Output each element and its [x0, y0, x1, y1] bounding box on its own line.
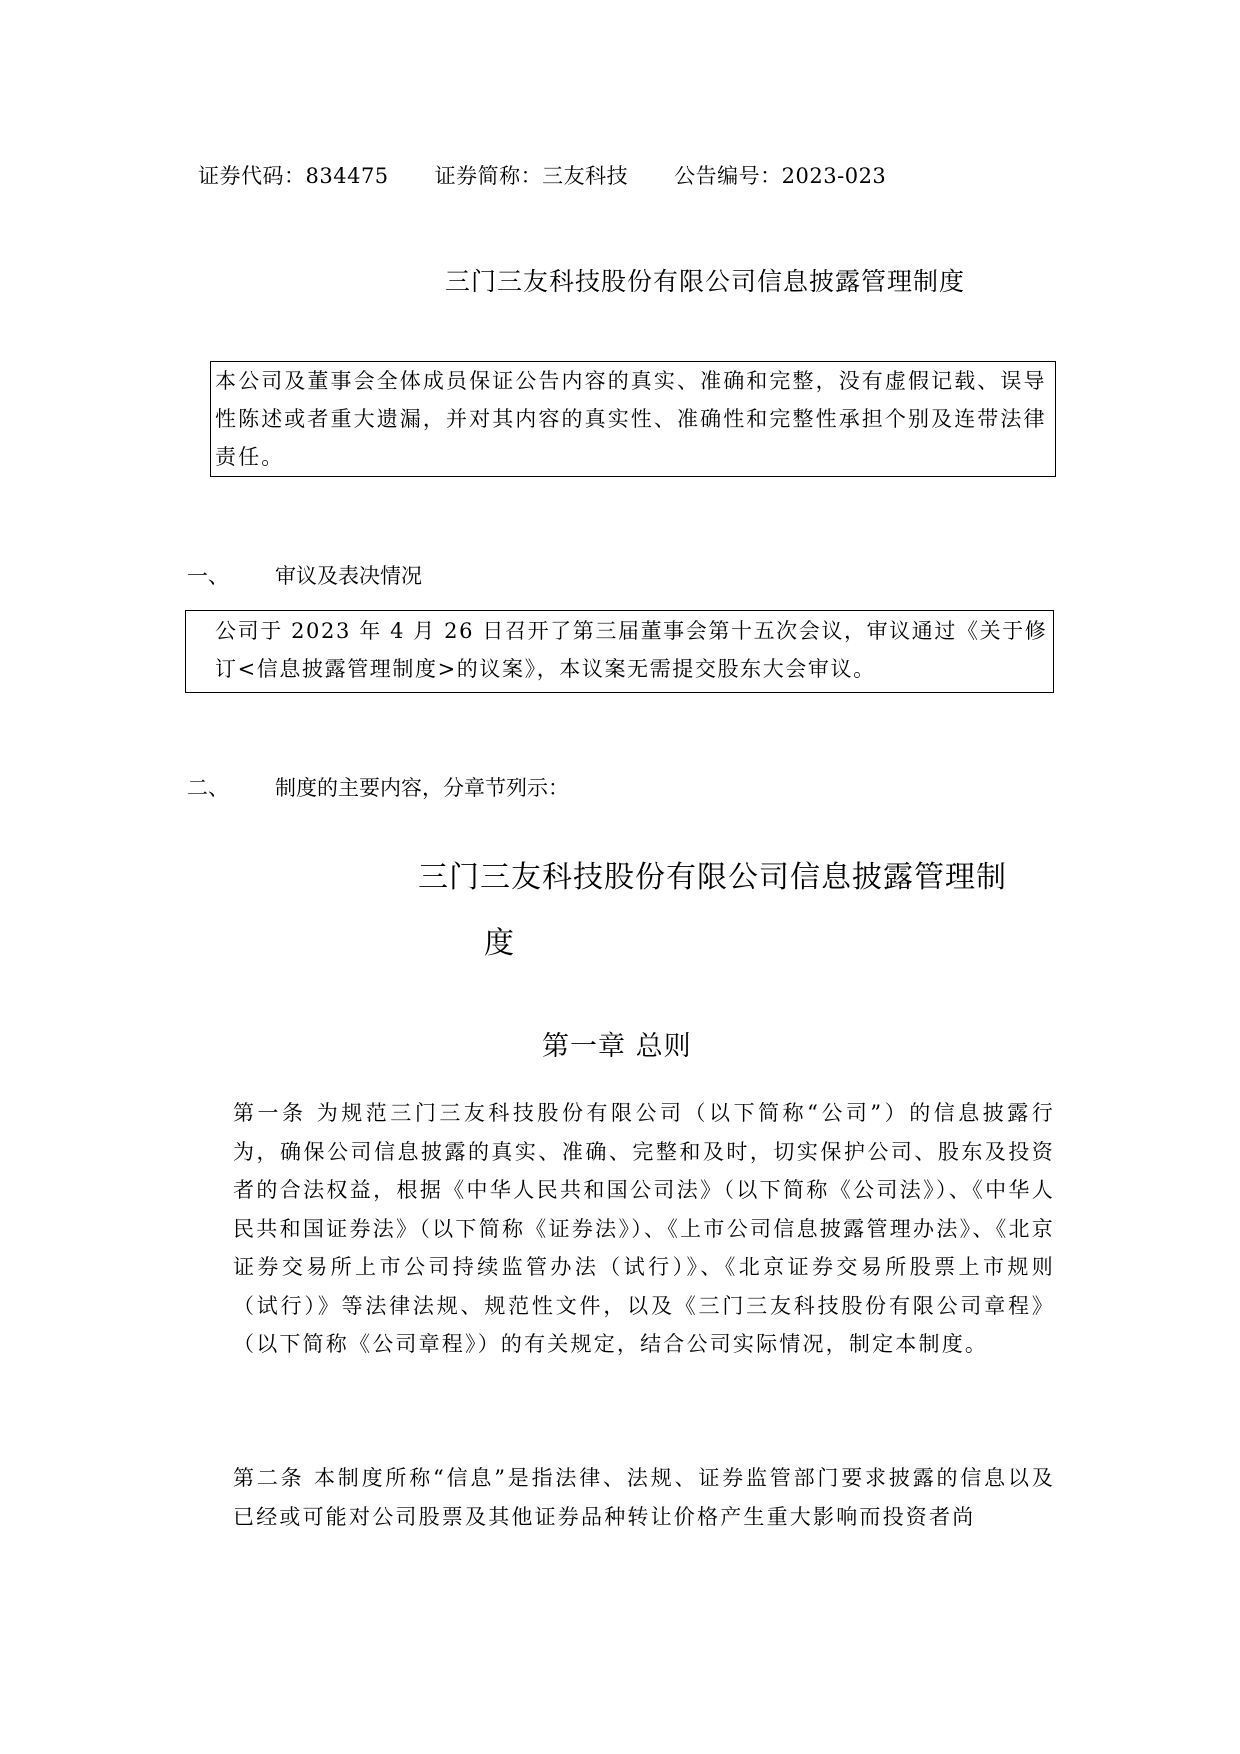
announcement-header: [198, 160, 932, 190]
article-1: [185, 1094, 1055, 1364]
review-info-box: [185, 610, 1054, 693]
regulation-title-line-2: 度: [484, 926, 514, 961]
article-1-text: 第一条 为规范三门三友科技股份有限公司（以下简称“公司”）的信息披露行为，确保公司信息披露的真实、准确、完整和及时，切实保护公司、股东及投资者的合法权益，根据《中华人民共和国公司法》（以下简称《公司法》）、《中华人民共和国证券法》（以下简称《证券法》）、《上市公司信息披露管理办法》、《北京证券交易所上市公司持续监管办法（试行）》、《北京证券交易所股票上市规则（试行）》等法律法规、规范性文件，以及《三门三友科技股份有限公司章程》（以下简称《公司章程》）的有关规定，结合公司实际情况，制定本制度。: [233, 1101, 1055, 1356]
article-2: [185, 1459, 1055, 1536]
section-2-title: 制度的主要内容，分章节列示：: [275, 776, 569, 800]
document-title: 三门三友科技股份有限公司信息披露管理制度: [445, 267, 966, 296]
disclaimer-text: 本公司及董事会全体成员保证公告内容的真实、准确和完整，没有虚假记载、误导性陈述或者重大遗漏，并对其内容的真实性、准确性和完整性承担个别及连带法律责任。: [215, 369, 1047, 469]
review-info-text: 公司于 2023 年 4 月 26 日召开了第三届董事会第十五次会议，审议通过《关于修订<信息披露管理制度>的议案》，本议案无需提交股东大会审议。: [215, 619, 1048, 681]
announcement-number: 公告编号：2023-023: [674, 164, 887, 188]
section-1-title: 审议及表决情况: [275, 564, 422, 588]
section-1-number: 一、: [187, 564, 229, 588]
regulation-title-line-1: 三门三友科技股份有限公司信息披露管理制: [418, 860, 1007, 895]
security-code: 证券代码：834475: [198, 164, 389, 188]
chapter-1-heading: 第一章 总则: [542, 1031, 692, 1062]
section-1-heading: [187, 560, 422, 590]
section-2-heading: [187, 772, 569, 802]
security-name: 证券简称：三友科技: [434, 164, 629, 188]
section-2-number: 二、: [187, 776, 229, 800]
article-2-text: 第二条 本制度所称“信息”是指法律、法规、证券监管部门要求披露的信息以及已经或可能对公司股票及其他证券品种转让价格产生重大影响而投资者尚: [233, 1466, 1055, 1529]
disclaimer-box: [210, 361, 1056, 477]
